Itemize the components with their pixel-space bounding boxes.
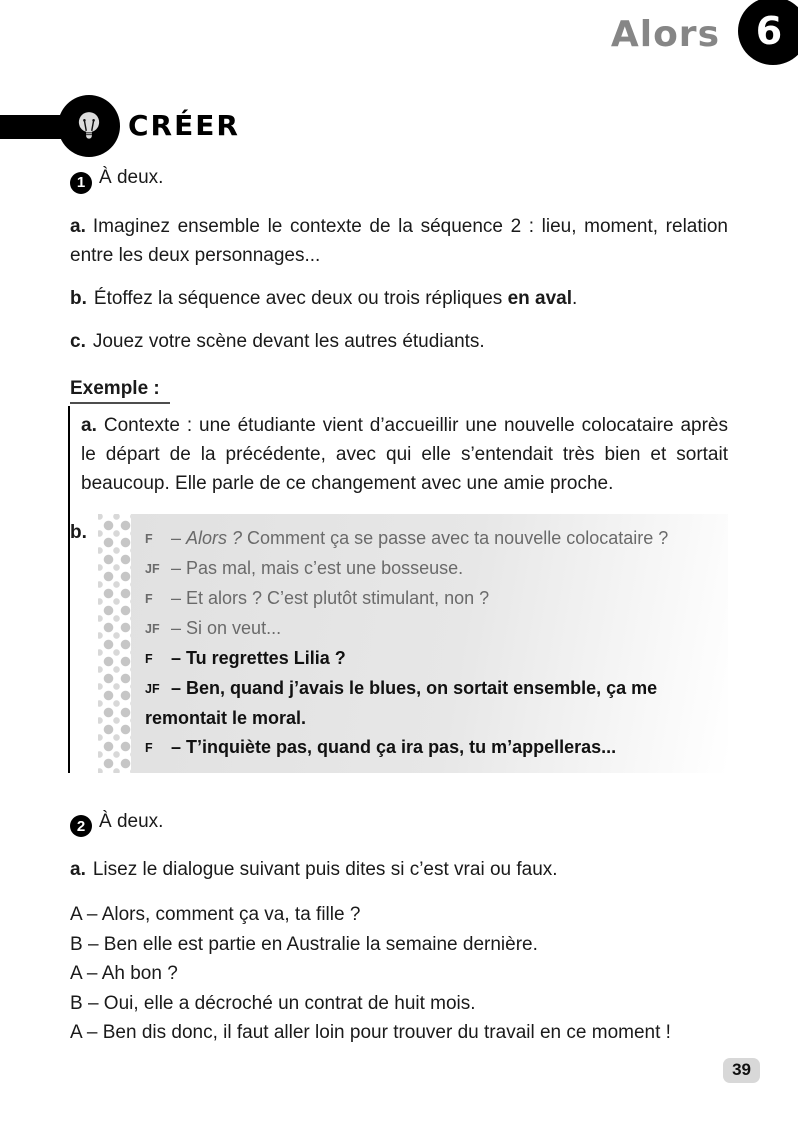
item-a-text: Imaginez ensemble le contexte de la séquence 2 : lieu, moment, relation entre les deux personnages... <box>70 215 728 266</box>
dialogue-italic-text: Alors ? <box>186 527 243 548</box>
exercise2-item-a <box>70 855 728 884</box>
dialogue-text: Si on veut... <box>186 617 282 638</box>
dialogue-text: Comment ça se passe avec ta nouvelle colocataire ? <box>242 527 669 548</box>
ab-dialogue-line: B – Ben elle est partie en Australie la semaine dernière. <box>70 933 538 955</box>
dialogue-line <box>145 554 716 584</box>
page-content <box>0 167 798 1048</box>
example-context-text: Contexte : une étudiante vient d’accueillir une nouvelle colocataire après le départ de la précédente, avec qui elle s’entendait très bien et sortait beaucoup. Elle parle de ce changement avec une amie proche. <box>81 414 728 494</box>
exercise1-item-b <box>70 284 728 313</box>
speaker-label: JF <box>145 621 160 636</box>
exercise2-title-text: À deux. <box>99 810 164 832</box>
example-a-label: a. <box>81 414 97 436</box>
speaker-label: F <box>145 651 153 666</box>
ab-dialogue-line: A – Ben dis donc, il faut aller loin pour trouver du travail en ce moment ! <box>70 1022 671 1043</box>
dialogue-dash: – <box>171 557 187 578</box>
ab-dialogue-line: B – Oui, elle a décroché un contrat de huit mois. <box>70 992 476 1014</box>
example-box <box>68 406 728 773</box>
item-b-label: b. <box>70 287 87 309</box>
dialogue-dash: – <box>171 617 187 638</box>
section-title: CRÉER <box>128 109 240 142</box>
item-b-text: Étoffez la séquence avec deux ou trois répliques <box>93 287 508 309</box>
ab-dialogue-line: A – Alors, comment ça va, ta fille ? <box>70 904 361 925</box>
dialogue-dash: – <box>171 647 187 668</box>
unit-header <box>0 0 798 70</box>
exercise1-title <box>70 167 728 194</box>
example-context <box>70 411 728 498</box>
dialogue-dash: – <box>171 736 187 757</box>
dialogue-text: Tu regrettes Lilia ? <box>186 647 346 668</box>
dialogue-line <box>145 644 716 674</box>
item-c-label: c. <box>70 330 86 352</box>
example-dialogue-row <box>70 514 728 773</box>
exercise1-number-badge: 1 <box>70 172 92 194</box>
lightbulb-icon <box>58 95 120 157</box>
exercise1-item-a <box>70 212 728 270</box>
unit-number: 6 <box>755 9 783 53</box>
example-b-label: b. <box>70 521 87 543</box>
speaker-label: JF <box>145 681 160 696</box>
dialogue-dash: – <box>171 677 187 698</box>
ab-dialogue-line: A – Ah bon ? <box>70 963 178 984</box>
dialogue-text: Pas mal, mais c’est une bosseuse. <box>186 557 464 578</box>
dialogue-dash: – <box>171 527 187 548</box>
speaker-label: F <box>145 591 153 606</box>
example-heading: Exemple : <box>70 378 170 404</box>
item-b-bold-text: en aval <box>507 287 573 309</box>
unit-number-badge <box>738 0 798 65</box>
speaker-label: F <box>145 740 153 755</box>
item-a-text: Lisez le dialogue suivant puis dites si c’est vrai ou faux. <box>92 859 558 880</box>
exercise1-title-text: À deux. <box>99 167 164 188</box>
dialogue-text: Et alors ? C’est plutôt stimulant, non ? <box>186 587 490 608</box>
speaker-label: JF <box>145 561 160 576</box>
section-header <box>0 95 798 157</box>
dialogue-line <box>145 674 716 733</box>
page-number: 39 <box>723 1058 760 1083</box>
dialogue-line <box>145 733 716 763</box>
unit-title: Alors <box>610 14 720 55</box>
dialogue-text: Ben, quand j’avais le blues, on sortait ensemble, ça me remontait le moral. <box>145 677 658 728</box>
item-c-text: Jouez votre scène devant les autres étudiants. <box>92 330 485 352</box>
exercise2-number-badge: 2 <box>70 815 92 837</box>
item-a-label: a. <box>70 859 86 880</box>
dialogue-dash: – <box>171 587 187 608</box>
example-dialogue-panel <box>131 514 728 773</box>
dialogue-line <box>145 524 716 554</box>
exercise2-title <box>70 811 728 838</box>
halftone-dots-decoration <box>98 514 131 773</box>
exercise1-item-c <box>70 327 728 356</box>
dialogue-line <box>145 584 716 614</box>
item-b-suffix: . <box>572 287 578 309</box>
dialogue-line <box>145 614 716 644</box>
dialogue-text: T’inquiète pas, quand ça ira pas, tu m’appelleras... <box>186 736 617 757</box>
ab-dialogue <box>70 900 728 1048</box>
item-a-label: a. <box>70 215 86 237</box>
speaker-label: F <box>145 531 153 546</box>
